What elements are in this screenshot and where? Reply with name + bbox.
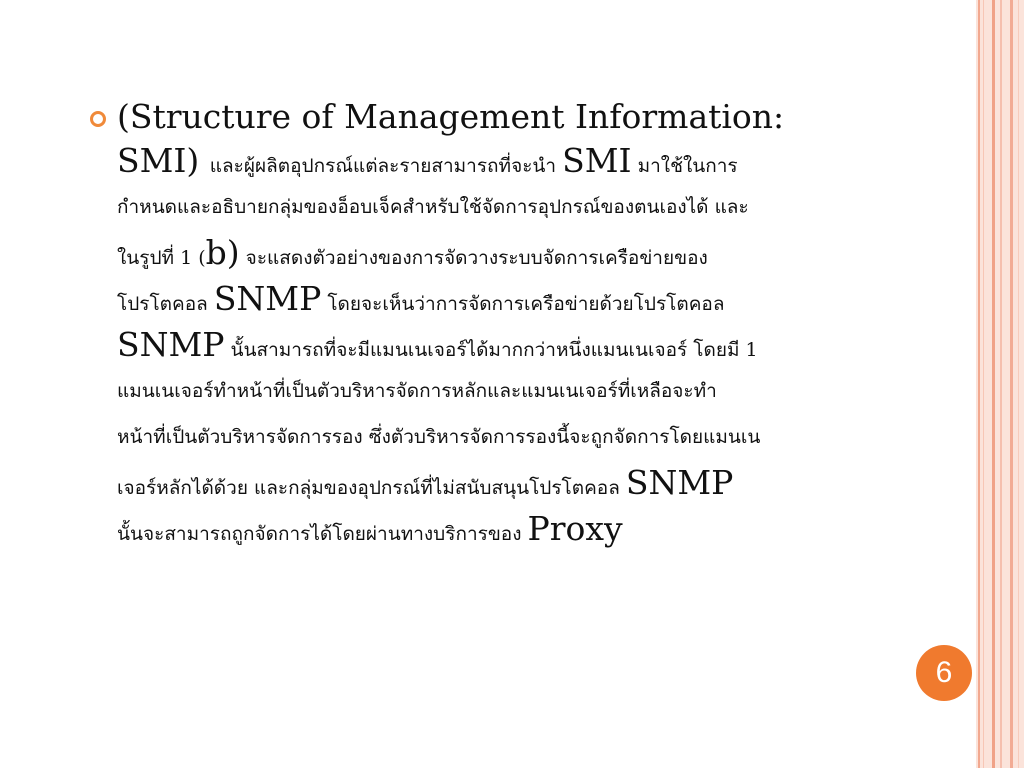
text-run: (Structure of Management Information: — [117, 97, 785, 136]
page-number-badge — [916, 645, 972, 701]
page-number: 6 — [935, 656, 953, 689]
text-run: SMI) — [117, 141, 210, 180]
text-run: SMI — [562, 141, 632, 180]
text-run: นั้นจะสามารถถูกจัดการได้โดยผ่านทางบริการของ — [117, 523, 528, 545]
text-run: และผู้ผลิตอุปกรณ์แต่ละรายสามารถที่จะนำ — [209, 155, 563, 177]
text-line — [117, 96, 910, 138]
text-run: จะแสดงตัวอย่างของการจัดวางระบบจัดการเครือข่ายของ — [239, 247, 708, 269]
text-run: มาใช้ในการ — [631, 155, 738, 177]
border-stripe — [1000, 0, 1002, 768]
text-line — [117, 506, 910, 552]
text-line — [117, 138, 910, 184]
text-run: ในรูปที่ 1 ( — [117, 247, 206, 269]
text-run: หน้าที่เป็นตัวบริหารจัดการรอง ซึ่งตัวบริหารจัดการรองนี้จะถูกจัดการโดยแมนเน — [117, 426, 761, 448]
border-stripe — [992, 0, 995, 768]
text-line — [117, 322, 910, 368]
text-line — [117, 414, 910, 460]
slide-body — [90, 96, 910, 552]
text-run: b) — [205, 233, 240, 272]
text-line — [117, 276, 910, 322]
text-run: โดยจะเห็นว่าการจัดการเครือข่ายด้วยโปรโตคอล — [321, 293, 725, 315]
text-run: Proxy — [527, 509, 623, 548]
text-run: โปรโตคอล — [117, 293, 214, 315]
border-stripe — [1010, 0, 1013, 768]
text-run: เจอร์หลักได้ด้วย และกลุ่มของอุปกรณ์ที่ไม่สนับสนุนโปรโตคอล — [117, 477, 626, 499]
text-line — [117, 368, 910, 414]
text-line — [117, 184, 910, 230]
bullet-circle-icon — [90, 111, 106, 127]
border-stripe — [983, 0, 984, 768]
text-line — [117, 460, 910, 506]
text-run: SNMP — [625, 463, 734, 502]
text-run: SNMP — [117, 325, 225, 364]
bullet-paragraph — [90, 96, 910, 552]
text-run: แมนเนเจอร์ทำหน้าที่เป็นตัวบริหารจัดการหลักและแมนเนเจอร์ที่เหลือจะทำ — [117, 380, 717, 402]
text-line — [117, 230, 910, 276]
paragraph-text — [117, 96, 910, 552]
border-stripe — [1018, 0, 1019, 768]
decorative-right-border — [976, 0, 1024, 768]
text-run: SNMP — [213, 279, 322, 318]
border-stripe — [978, 0, 980, 768]
text-run: กำหนดและอธิบายกลุ่มของอ็อบเจ็คสำหรับใช้จัดการอุปกรณ์ของตนเองได้ และ — [117, 196, 749, 218]
text-run: นั้นสามารถที่จะมีแมนเนเจอร์ได้มากกว่าหนึ่งแมนเนเจอร์ โดยมี 1 — [224, 339, 758, 361]
